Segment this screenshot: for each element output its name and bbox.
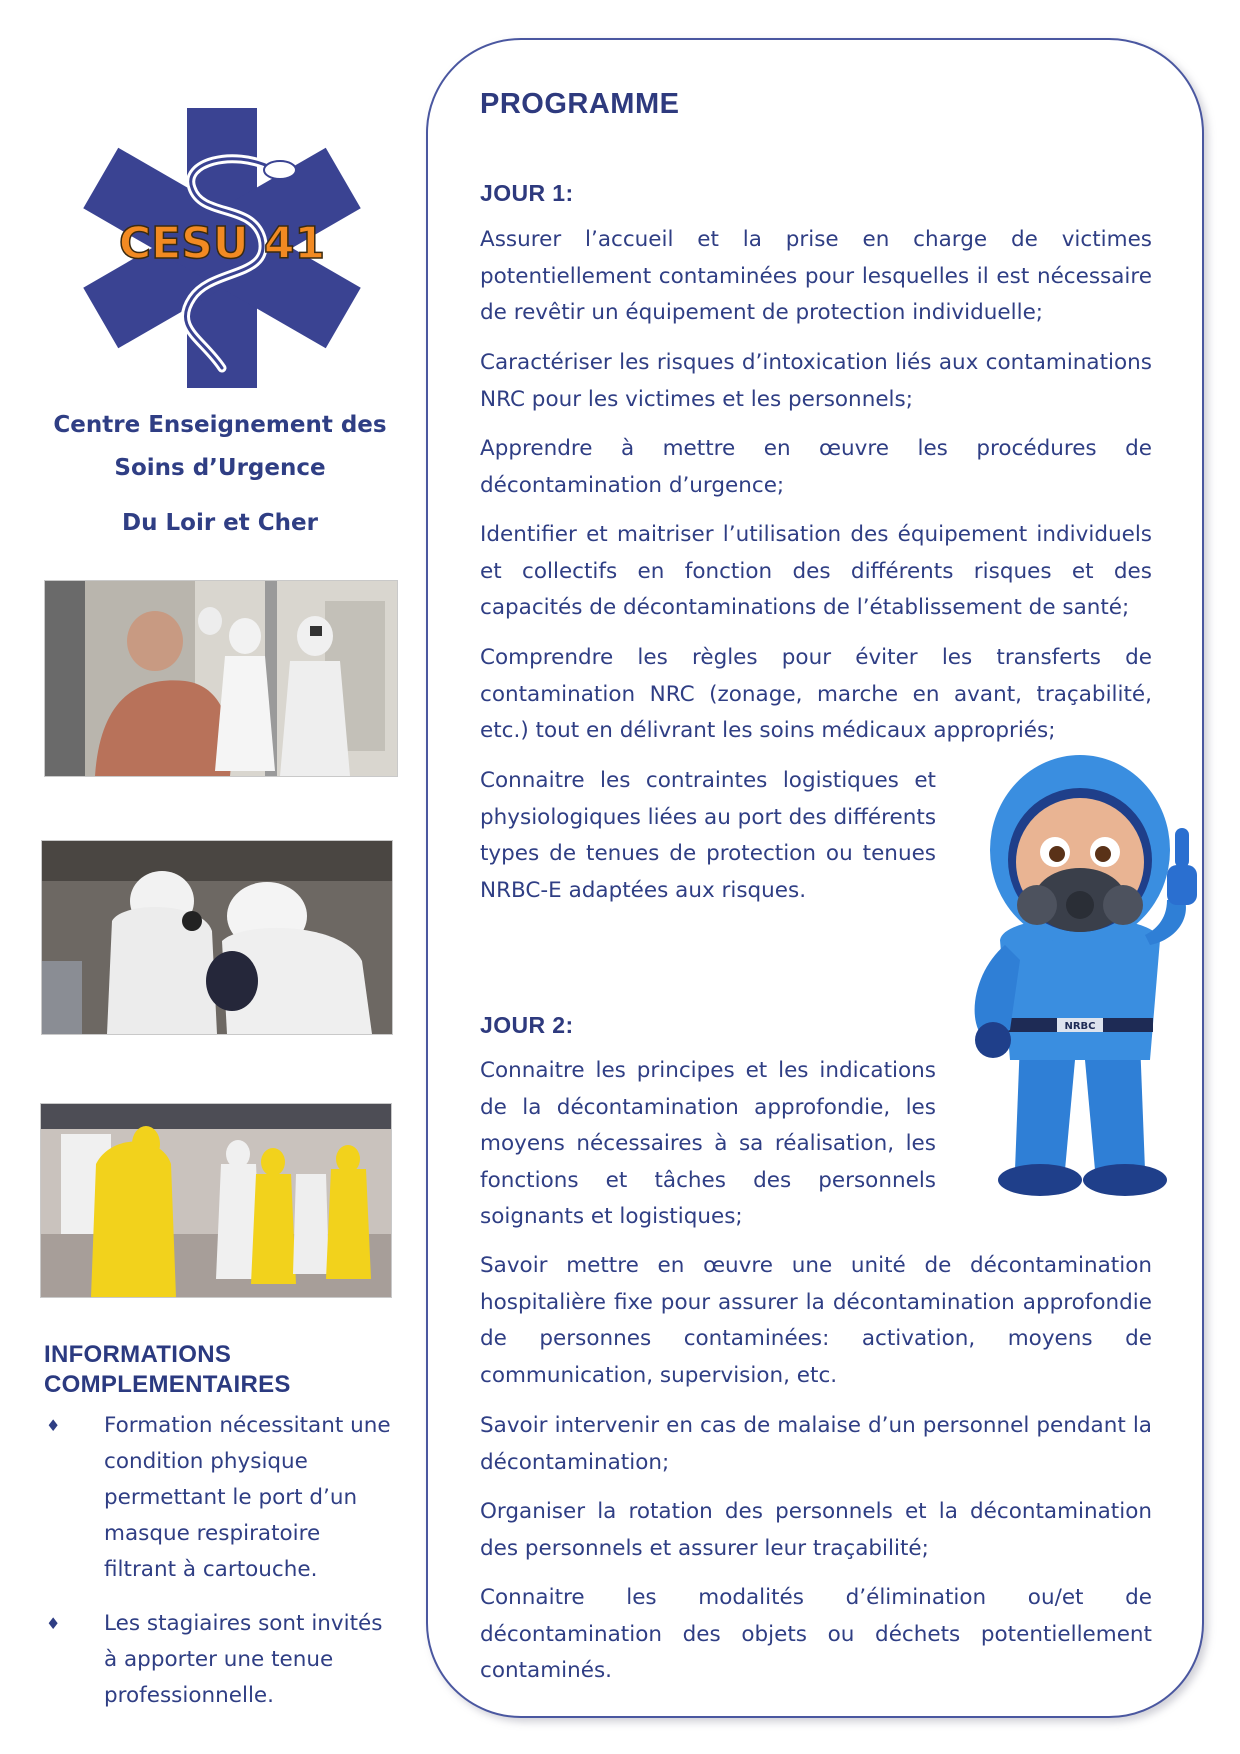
day1-paragraph: Assurer l’accueil et la prise en charge de victimes potentiellement contaminées pour lesquelles il est nécessaire de revêtir un équipement de protection individuelle;	[480, 227, 1152, 325]
center-name-line3: Du Loir et Cher	[122, 510, 318, 536]
day1-paragraph: Comprendre les règles pour éviter les transferts de contamination NRC (zonage, marche en avant, traçabilité, etc.) tout en délivrant les soins médicaux appropriés;	[480, 645, 1152, 743]
info-item	[44, 1408, 394, 1588]
day2-paragraph: Connaitre les modalités d’élimination ou/et de décontamination des objets ou déchets potentiellement contaminés.	[480, 1585, 1152, 1683]
day1-title: JOUR 1:	[480, 180, 574, 206]
mascot-badge: NRBC	[1064, 1021, 1096, 1032]
day2-paragraph: Savoir mettre en œuvre une unité de décontamination hospitalière fixe pour assurer la décontamination approfondie de personnes contaminées: activation, moyens de communication, supervision, etc.	[480, 1253, 1152, 1388]
day2-paragraph: Connaitre les principes et les indications de la décontamination approfondie, les moyens nécessaires à sa réalisation, les fonctions et tâches des personnels soignants et logistiques;	[480, 1058, 936, 1229]
info-title-line2: COMPLEMENTAIRES	[44, 1371, 291, 1398]
protective-suits-team-photo	[41, 840, 393, 1035]
diamond-bullet-icon: ♦	[46, 1416, 61, 1435]
day1-paragraph: Caractériser les risques d’intoxication liés aux contaminations NRC pour les victimes et les personnels;	[480, 350, 1152, 412]
yellow-suits-training-photo	[40, 1103, 392, 1298]
day2-title: JOUR 2:	[480, 1012, 574, 1038]
info-list	[44, 1408, 394, 1732]
info-title	[44, 1340, 404, 1400]
info-item	[44, 1606, 394, 1714]
day1-paragraph: Apprendre à mettre en œuvre les procédures de décontamination d’urgence;	[480, 436, 1152, 498]
diamond-bullet-icon: ♦	[46, 1614, 61, 1633]
day1-paragraph: Identifier et maitriser l’utilisation des équipement individuels et collectifs en fonction des différents risques et des capacités de décontaminations de l’établissement de santé;	[480, 522, 1152, 620]
day2-paragraph: Savoir intervenir en cas de malaise d’un personnel pendant la décontamination;	[480, 1413, 1152, 1475]
decontamination-shower-photo	[44, 580, 398, 777]
center-name-line1: Centre Enseignement des	[53, 412, 387, 438]
logo-text: CESU 41	[118, 218, 326, 269]
cesu-logo	[82, 108, 362, 388]
day1-paragraph: Connaitre les contraintes logistiques et physiologiques liées au port des différents types de tenues de protection ou tenues NRBC-E adaptées aux risques.	[480, 768, 937, 903]
info-item-text: Formation nécessitant une condition physique permettant le port d’un masque respiratoire filtrant à cartouche.	[104, 1413, 391, 1582]
nrbc-mascot-illustration	[945, 740, 1215, 1200]
day2-paragraph: Organiser la rotation des personnels et la décontamination des personnels et assurer leur traçabilité;	[480, 1499, 1152, 1561]
info-title-line1: INFORMATIONS	[44, 1341, 232, 1368]
programme-title: PROGRAMME	[480, 88, 680, 120]
center-name-line2: Soins d’Urgence	[114, 455, 326, 481]
info-item-text: Les stagiaires sont invités à apporter une tenue professionnelle.	[104, 1611, 383, 1708]
